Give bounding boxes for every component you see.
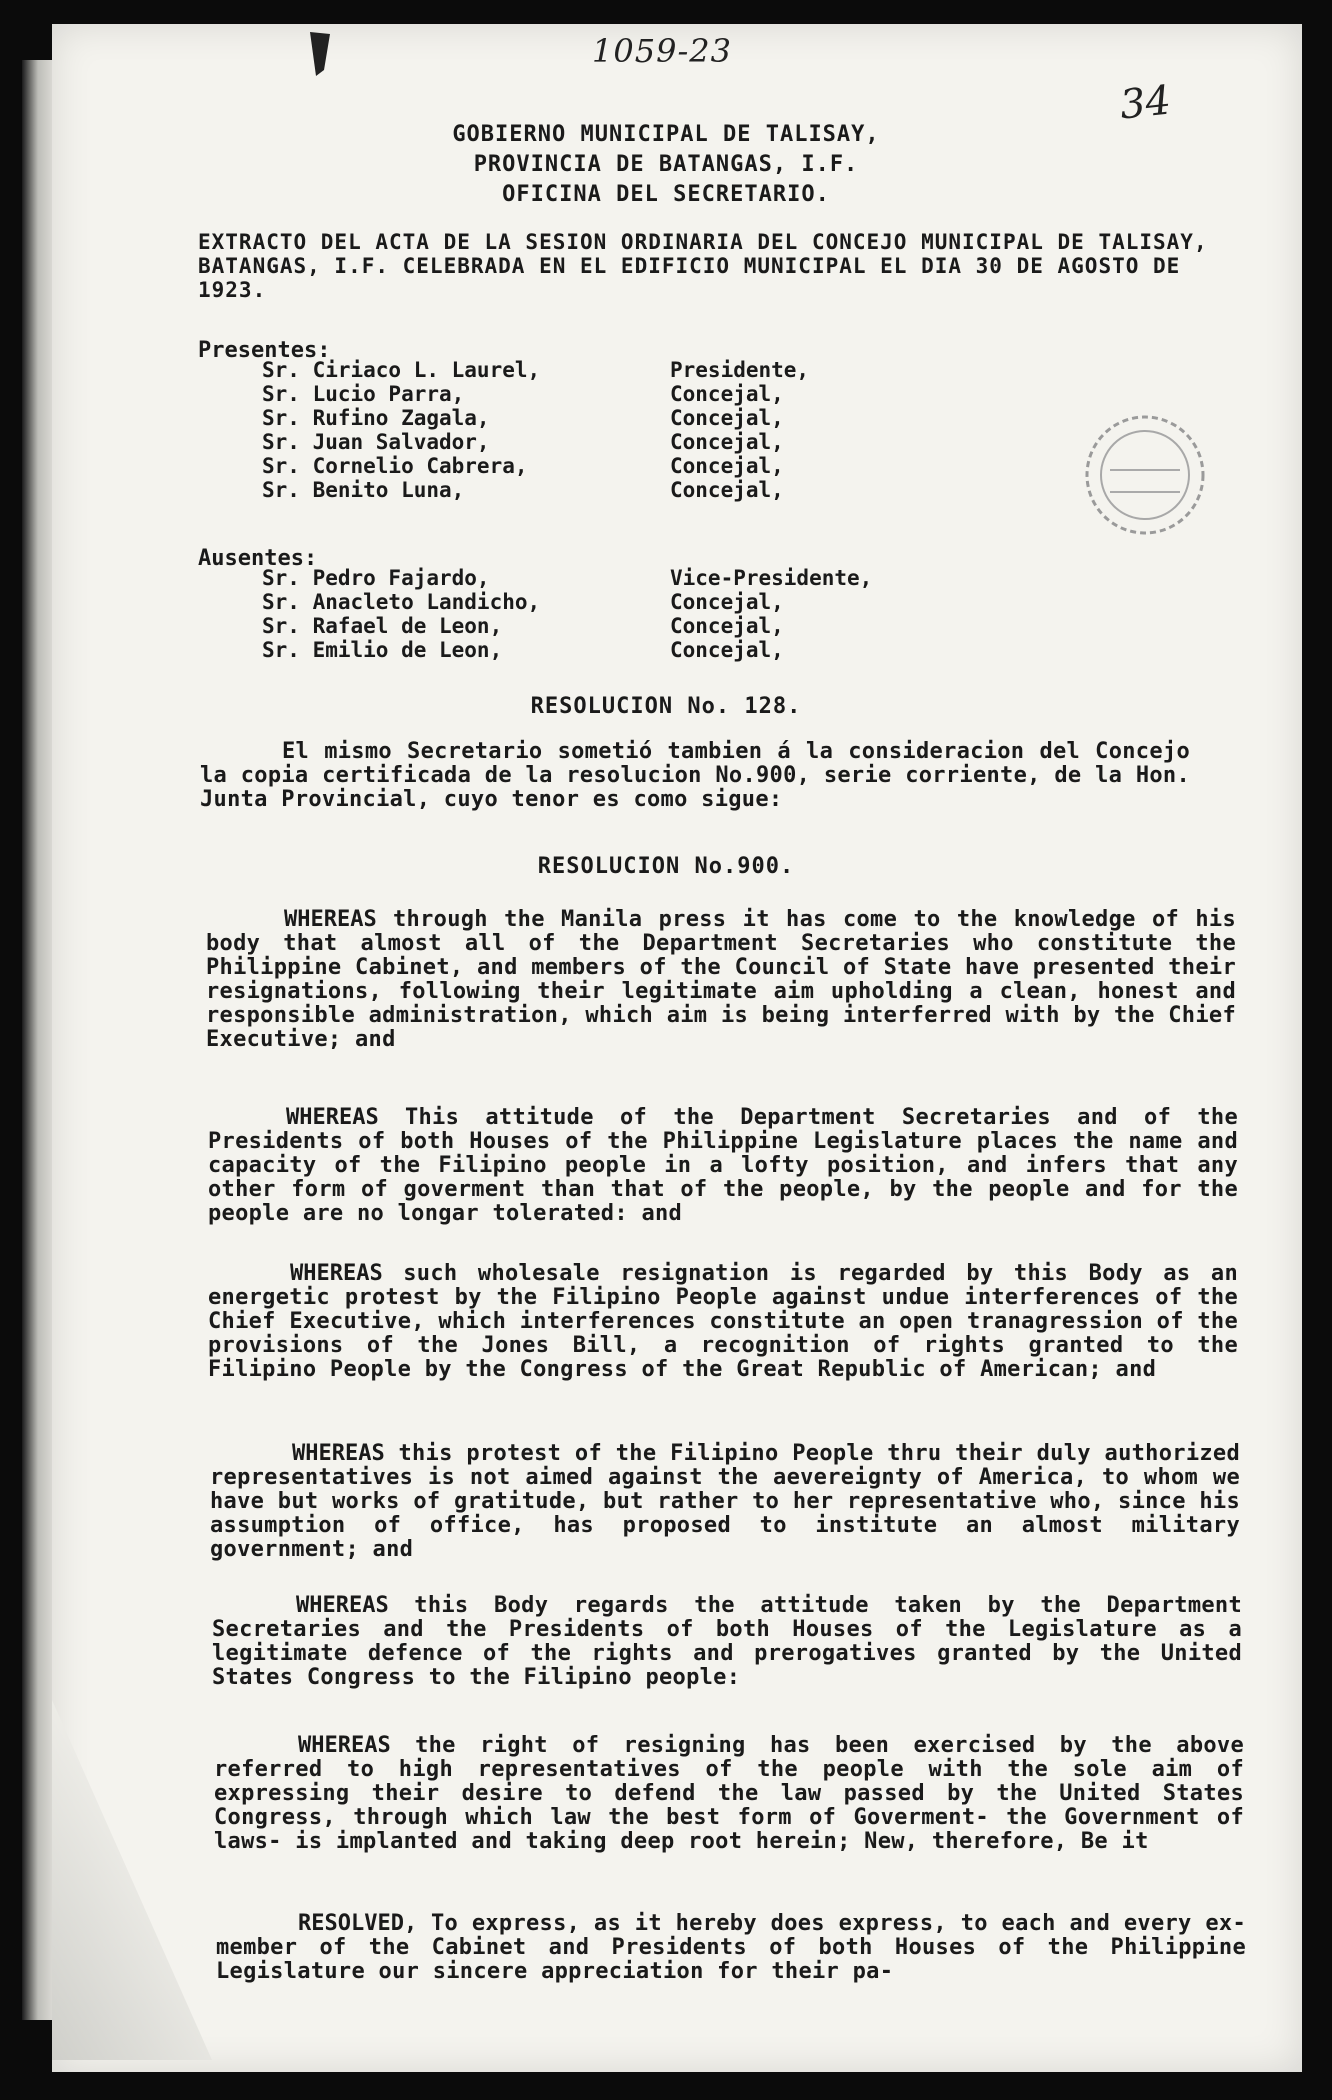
paragraph-text: through the Manila press it has come to the knowledge of his body that almost all of the Department Secretaries who constitute the Philippine Cabinet, and members of the Council of State have presented their resignations, following their legitimate aim upholding a clean, honest and responsible administration, which aim is being interferred with by the Chief Executive; and — [206, 907, 1236, 1052]
handwritten-page-number: 34 — [1117, 77, 1174, 129]
member-name: Sr. Anacleto Landicho, — [262, 590, 541, 614]
member-role: Concejal, — [670, 478, 784, 502]
paragraph-text: this Body regards the attitude taken by the Department Secretaries and the Presidents of both Houses of the Legislature as a legitimate defence of the rights and prerogatives granted by the United States Congress to the Filipino people: — [212, 1593, 1242, 1690]
member-role: Concejal, — [670, 638, 784, 662]
paragraph-lead: WHEREAS — [292, 1441, 385, 1466]
paragraph-lead: WHEREAS — [296, 1593, 389, 1618]
paragraph-text: such wholesale resignation is regarded by this Body as an energetic protest by the Filipino People against undue interferences of the Chief Executive, which interferences constitute an open tranagression of the provisions of the Jones Bill, a recognition of rights granted to the Filipino People by the Congress of the Great Republic of American; and — [208, 1261, 1238, 1382]
resolved-paragraph — [216, 1912, 1246, 1984]
whereas-paragraph-2 — [208, 1106, 1238, 1226]
whereas-paragraph-1 — [206, 908, 1236, 1052]
list-item — [262, 454, 982, 478]
absent-list — [262, 566, 982, 662]
list-item — [262, 406, 982, 430]
resolution-title: RESOLUCION No. 128. — [530, 694, 802, 719]
list-item — [262, 614, 982, 638]
paragraph-text: To express, as it hereby does express, to each and every ex-member of the Cabinet and Presidents of both Houses of the Philippine Legislature our sincere appreciation for their pa- — [216, 1911, 1246, 1984]
member-role: Concejal, — [670, 454, 784, 478]
paragraph-lead: WHEREAS — [298, 1733, 391, 1758]
member-name: Sr. Pedro Fajardo, — [262, 566, 490, 590]
ink-smudge — [300, 30, 340, 80]
header-line-3: OFICINA DEL SECRETARIO. — [502, 182, 830, 207]
paragraph-lead: WHEREAS — [290, 1261, 383, 1286]
member-role: Presidente, — [670, 358, 810, 382]
list-item — [262, 638, 982, 662]
paragraph-text: This attitude of the Department Secretaries and of the Presidents of both Houses of the Philippine Legislature places the name and capacity of the Filipino people in a lofty position, and infers that any other form of goverment than that of the people, by the people and for the people are no longar tolerated: and — [208, 1105, 1238, 1226]
member-role: Concejal, — [670, 430, 784, 454]
member-name: Sr. Ciriaco L. Laurel, — [262, 358, 541, 382]
list-item — [262, 382, 982, 406]
member-name: Sr. Benito Luna, — [262, 478, 465, 502]
paragraph-lead: WHEREAS — [286, 1105, 379, 1130]
member-name: Sr. Lucio Parra, — [262, 382, 465, 406]
member-name: Sr. Juan Salvador, — [262, 430, 490, 454]
paragraph-text: this protest of the Filipino People thru their duly authorized representatives is not aimed against the aevereignty of America, to whom we have but works of gratitude, but rather to her representative who, since his assumption of office, has proposed to institute an almost military government; and — [210, 1441, 1240, 1562]
list-item — [262, 430, 982, 454]
sub-resolution-title: RESOLUCION No.900. — [537, 854, 795, 879]
member-role: Concejal, — [670, 590, 784, 614]
member-name: Sr. Rafael de Leon, — [262, 614, 503, 638]
member-name: Sr. Rufino Zagala, — [262, 406, 490, 430]
list-item — [262, 358, 982, 382]
intro-paragraph: El mismo Secretario sometió tambien á la consideracion del Concejo la copia certificada de la resolucion No.900, serie corriente, de la Hon. Junta Provincial, cuyo tenor es como sigue: — [200, 739, 1190, 812]
member-role: Concejal, — [670, 382, 784, 406]
list-item — [262, 590, 982, 614]
whereas-paragraph-3 — [208, 1262, 1238, 1382]
member-role: Vice-Presidente, — [670, 566, 873, 590]
member-role: Concejal, — [670, 406, 784, 430]
member-name: Sr. Cornelio Cabrera, — [262, 454, 528, 478]
present-label: Presentes: — [198, 338, 331, 363]
whereas-paragraph-4 — [210, 1442, 1240, 1562]
present-list — [262, 358, 982, 502]
member-name: Sr. Emilio de Leon, — [262, 638, 503, 662]
session-extract: EXTRACTO DEL ACTA DE LA SESION ORDINARIA DEL CONCEJO MUNICIPAL DE TALISAY, BATANGAS, I.F. CELEBRADA EN EL EDIFICIO MUNICIPAL EL DIA 30 DE AGOSTO DE 1923. — [198, 230, 1208, 302]
paragraph-text: the right of resigning has been exercised by the above referred to high representatives of the people with the sole aim of expressing their desire to defend the law passed by the United States Congress, through which law the best form of Goverment- the Government of laws- is implanted and taking deep root herein; New, therefore, Be it — [214, 1733, 1244, 1854]
member-role: Concejal, — [670, 614, 784, 638]
list-item — [262, 478, 982, 502]
header-line-1: GOBIERNO MUNICIPAL DE TALISAY, — [452, 122, 880, 147]
paragraph-lead: RESOLVED, — [298, 1911, 418, 1936]
whereas-paragraph-6 — [214, 1734, 1244, 1854]
list-item — [262, 566, 982, 590]
paragraph-lead: WHEREAS — [284, 907, 377, 932]
whereas-paragraph-5 — [212, 1594, 1242, 1690]
handwritten-file-number: 1059-23 — [592, 32, 732, 70]
header-line-2: PROVINCIA DE BATANGAS, I.F. — [473, 152, 859, 177]
absent-label: Ausentes: — [198, 546, 318, 571]
postmark-stamp — [1070, 400, 1220, 550]
